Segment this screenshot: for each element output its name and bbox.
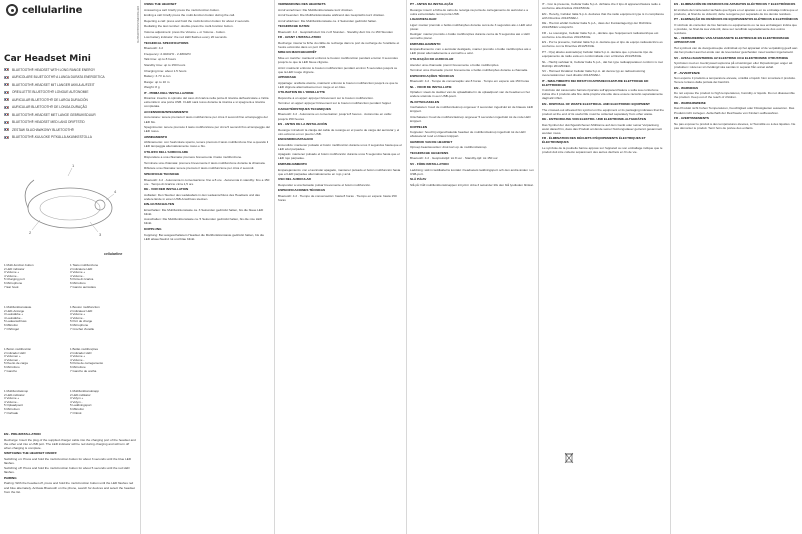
- legend-label: 3 Volume +: [70, 271, 86, 275]
- language-item: [4, 111, 124, 119]
- section-heading: ES - ANTES DE LA INSTALACIÓN: [278, 122, 328, 127]
- language-label: AURICOLARE BLUETOOTH® A LUNGA DURATA ENERGETICA: [12, 75, 105, 80]
- legend-label: 1 Multifunktionsknapp: [70, 390, 100, 393]
- paragraph: Bluetooth: 4.2 · Gesprächszeit: bis zu 8 Stunden · Standby-Zeit: bis zu 150 Stunden: [278, 29, 393, 34]
- paragraph: Accensione: tenere premuto il tasto multifunzione per circa 3 secondi fino al lampeggio del LED blu.: [144, 115, 268, 124]
- legend-label: 6 Mikrofon: [4, 323, 19, 327]
- paragraph: Rispondere a una chiamata: premere brevemente il tasto multifunzione.: [144, 155, 243, 160]
- paragraph: Slå på: håll multifunktionsknappen intryckt i cirka 3 sekunder tills den blå lysdioden blinkar.: [410, 182, 534, 187]
- paragraph: Atender uma chamada: premir brevemente o botão multifunções.: [410, 62, 500, 67]
- legend-label: 1 Multifunctieknop: [4, 390, 29, 393]
- paragraph: El símbolo del contenedor tachado que figura en el aparato o en su embalaje indica que el producto, al final de su vida útil, debe recogerse por separado de los demás residuos.: [674, 7, 798, 16]
- col1-text: [4, 432, 136, 495]
- language-item: [4, 104, 124, 112]
- legend-label: 5 Laddningsport: [70, 404, 92, 408]
- paragraph: Laddning: sätt in laddkabelns kontakt i headsetets laddningsport och den andra änden i en USB-port.: [410, 167, 534, 176]
- column-divider: [538, 0, 539, 534]
- language-item: [4, 66, 124, 74]
- paragraph: Answering a call: briefly press the multi-function button.: [144, 7, 220, 12]
- legend-label: 6 Microfoon: [4, 407, 20, 411]
- section-heading: PAIRING: [4, 475, 17, 480]
- paragraph: Ligar: manter premido o botão multifunções durante cerca de 3 segundos até o LED azul piscar.: [410, 22, 532, 31]
- language-label: BLUETOOTH® HEADSET MED LANG DRIFTSTID: [12, 120, 85, 125]
- paragraph: Frequency: 2.402GHz - 2.480GHz: [144, 51, 191, 56]
- paragraph: Pairing: With the headset off, press and hold the multi-function button until the LED flashes red and blue alternately. Activate Bluetooth on the phone, search for devices and select the headset from the list.: [4, 481, 135, 494]
- language-label: BLUETOOTH®-HEADSET MET LANGE GEBRUIKSDUUR: [12, 112, 96, 117]
- legend-label: 2 Indicateur LED: [70, 309, 93, 313]
- section-heading: UTILIZZO DELL'AURICOLARE: [144, 149, 189, 154]
- language-label: BLUETOOTH® HEADSET WITH LONG RANGE ENERGY: [12, 67, 96, 72]
- legend-label: 2 LED indicator: [4, 267, 25, 271]
- brand-logo: [6, 4, 82, 16]
- section-heading: TECHNICAL SPECIFICATIONS: [144, 40, 189, 45]
- language-item: [4, 134, 124, 142]
- flag-icon: [4, 136, 9, 139]
- section-heading: NL - VERWIJDERING VAN AFGEDANKTE ELEKTRISCHE EN ELEKTRONISCHE APPARATUUR: [674, 36, 790, 45]
- paragraph: Terminer un appel: appuyer brièvement sur le bouton multifonction pendant l'appel.: [278, 101, 392, 106]
- legend-row: [4, 412, 134, 416]
- headset-illustration: [10, 160, 120, 250]
- flag-icon: [4, 91, 9, 94]
- legend-label: 3 Volumen +: [4, 355, 21, 359]
- paragraph: Ne pas exposer le produit à des températures élevées, à l'humidité ou à des liquides. Ne pas démonter le produit. Tenir hors de portée des enfants.: [674, 121, 796, 130]
- section-heading: PT - ANTES DA INSTALAÇÃO: [410, 2, 454, 6]
- section-heading: ES - ELIMINACIÓN DE RESIDUOS DE APARATOS ELÉCTRICOS Y ELECTRÓNICOS: [674, 2, 796, 6]
- legend-label: 7 Gancho: [4, 369, 18, 373]
- legend-label: 7 Gancio auricolare: [70, 285, 97, 289]
- logo-text: cellularline: [22, 4, 83, 16]
- section-heading: FR - ÉLIMINATION DES DÉCHETS D'ÉQUIPEMENTS ÉLECTRIQUES ET ÉLECTRONIQUES: [542, 136, 646, 145]
- legend-label: 2 LED-indicator: [4, 393, 25, 397]
- legend-row: [4, 370, 134, 374]
- section-heading: DE - VOR DER INSTALLATION: [144, 187, 189, 192]
- legend-label: 5 Charging port: [4, 278, 25, 282]
- column-5: [542, 0, 668, 534]
- language-item: [4, 126, 124, 134]
- col4-text: [410, 2, 534, 188]
- legend-label: 1 Botón multifunción: [4, 348, 32, 351]
- paragraph: Encendido: mantener pulsado el botón multifunción durante unos 3 segundos hasta que el LED azul parpadee.: [278, 142, 402, 151]
- paragraph: Low battery indicator: the red LED flashes every 20 seconds.: [144, 35, 228, 40]
- column-6: [674, 0, 800, 534]
- legend-label: 5 Ladeanschluss: [4, 320, 27, 324]
- legend-label: 6 Microfono: [70, 281, 86, 285]
- legend-label: 4 Volume -: [70, 358, 85, 362]
- paragraph: Oproep beantwoorden: druk kort op de multifunctieknop.: [410, 145, 488, 150]
- section-heading: USING THE HEADSET: [144, 2, 177, 6]
- paragraph: Range: up to 10 m: [144, 79, 170, 84]
- paragraph: Desligar: manter premido o botão multifunções durante cerca de 5 segundos até o LED vermelho piscar.: [410, 32, 530, 41]
- paragraph: ES - Por la presente, Cellular Italia S.p.A. declara que el tipo de equipo radioeléctrico es conforme con la Directiva 2014/53/UE.: [542, 40, 663, 49]
- paragraph: Mise en marche: maintenir enfoncé le bouton multifonction pendant environ 3 secondes jusqu'à ce que la LED bleue clignote.: [278, 55, 398, 65]
- section-heading: ACCENSIONE/SPEGNIMENTO: [144, 109, 189, 114]
- section-heading: SV - AVFALLSHANTERING AV ELEKTRISK OCH ELEKTRONISK UTRUSTNING: [674, 55, 789, 60]
- flag-icon: [4, 68, 9, 71]
- language-item: [4, 96, 124, 104]
- legend-label: 1 Multi-function button: [4, 264, 34, 267]
- legend-label: 5 Port de charge: [70, 320, 93, 324]
- section-heading: GEBRUIK VAN DE HEADSET: [410, 139, 453, 144]
- section-heading: USO DEL AURICULAR: [278, 177, 311, 182]
- column-divider: [670, 0, 671, 534]
- section-heading: SWITCHING THE HEADSET ON/OFF: [4, 451, 57, 456]
- legend-label: 4 Lautstärke -: [4, 316, 23, 320]
- legend-label: 2 LED-indikator: [70, 393, 91, 397]
- flag-icon: [4, 128, 9, 131]
- col1-heading: EN - PRE-INSTALLATION: [4, 432, 41, 436]
- legend-label: 4 Volume -: [70, 274, 85, 278]
- legend-label: 3 Lautstärke +: [4, 313, 24, 317]
- section-heading: ESPECIFICACIONES TÉCNICAS: [278, 188, 326, 193]
- legend-block: [4, 390, 134, 415]
- paragraph: Anruf annehmen: Die Multifunktionstaste kurz drücken.: [278, 7, 354, 12]
- legend-label: 6 Microphone: [70, 323, 89, 327]
- paragraph: Rejecting a call: press and hold the multi-function button for about 2 seconds.: [144, 18, 250, 23]
- paragraph: Le symbole de la poubelle barrée apposé sur l'appareil ou son emballage indique que le produit doit être collecté séparément des autres déchets en fin de vie.: [542, 145, 663, 154]
- logo-mark-icon: [6, 4, 18, 16]
- legend-label: 3 Volume +: [4, 271, 20, 275]
- legend-label: 2 Indicatore LED: [70, 267, 93, 271]
- paragraph: Non esporre il prodotto a temperature elevate, umidità o liquidi. Non smontare il prodotto. Tenere lontano dalla portata dei bambini.: [674, 76, 796, 85]
- paragraph: Talk time: up to 8 hours: [144, 57, 176, 62]
- legend-label: 2 Indicador LED: [4, 351, 26, 355]
- paragraph: Einschalten: Die Multifunktionstaste ca. 3 Sekunden gedrückt halten, bis die blaue LED blinkt.: [144, 207, 264, 216]
- language-item: [4, 81, 124, 89]
- section-heading: APPAIRAGE: [278, 75, 297, 80]
- paragraph: Aufladen: Den Stecker des Ladekabels in den Ladeanschluss des Headsets und das andere Ende in einen USB-Anschluss stecken.: [144, 192, 260, 201]
- section-heading: SPECIFICHE TECNICHE: [144, 172, 180, 176]
- section-heading: DE - ENTSORGUNG VON ELEKTRO- UND ELEKTRONIK-ALTGERÄTEN: [542, 117, 646, 122]
- paragraph: Recharge: insérer la fiche du câble de recharge dans le port de recharge de l'oreillette et l'autre extrémité dans un port USB.: [278, 40, 400, 49]
- paragraph: Charging time: about 1.5 hours: [144, 68, 187, 73]
- paragraph: Spegnimento: tenere premuto il tasto multifunzione per circa 5 secondi fino al lampeggio del LED rosso.: [144, 125, 270, 134]
- legend-label: 7 Ohrbügel: [4, 327, 19, 331]
- paragraph: Weight: 8 g: [144, 85, 160, 90]
- legend-label: 1 Bouton multifonction: [70, 306, 100, 309]
- svg-text:3: 3: [99, 232, 102, 237]
- crossed-bin-icon: [564, 452, 574, 464]
- paragraph: Switching off: Press and hold the multi-function button for about 5 seconds until the red LED flashes.: [4, 466, 130, 475]
- section-heading: IT - PRIMA DELL'INSTALLAZIONE: [144, 90, 194, 95]
- paragraph: Il simbolo del cassonetto barrato riportato sull'apparecchiatura o sulla sua confezione indica che il prodotto alla fine della propria vita utile deve essere raccolto separatamente dagli altri rifiuti.: [542, 88, 663, 101]
- paragraph: Anruf ablehnen: Die Multifunktionstaste ca. 2 Sekunden gedrückt halten.: [278, 18, 378, 23]
- paragraph: SV - Härmed försäkrar Cellular Italia S.p.A. att denna typ av radioutrustning överensstämmer med direktiv 2014/53/EU.: [542, 69, 646, 78]
- paragraph: Bluetooth: 4.2 · Gesprekstijd: tot 8 uur · Standby-tijd: tot 150 uur: [410, 156, 498, 161]
- legend-label: 5 Oplaadpoort: [4, 404, 24, 408]
- language-item: [4, 89, 124, 97]
- paragraph: Responder a una llamada: pulsar brevemente el botón multifunción.: [278, 182, 371, 187]
- paragraph: Abbinamento: con l'auricolare spento, tenere premuto il tasto multifunzione fino a quando il LED lampeggia alternativamente rosso e blu.: [144, 140, 269, 149]
- paragraph: Bluetooth: 4.2 · Autonomie en conversation: jusqu'à 8 heures · Autonomie en veille: jusqu'à 150 heures: [278, 112, 392, 121]
- column-divider: [274, 0, 275, 534]
- legend-block: [4, 264, 134, 289]
- paragraph: Das Symbol der durchgestrichenen Mülltonne auf dem Gerät oder seiner Verpackung weist darauf hin, dass das Produkt am Ende seiner Nutzungsdauer getrennt gesammelt werden muss.: [542, 122, 662, 135]
- paragraph: Répondre à un appel: appuyer brièvement sur le bouton multifonction.: [278, 95, 374, 100]
- section-heading: PT - ELIMINAÇÃO DE RESÍDUOS DE EQUIPAMENTOS ELÉTRICOS E ELETRÓNICOS: [674, 17, 798, 22]
- section-heading: KOPPELEN: [410, 124, 428, 129]
- legend-label: 3 Volume +: [4, 397, 20, 401]
- language-label: ZESTAW SŁUCHAWKOWY BLUETOOTH®: [12, 127, 74, 132]
- column-4: [410, 0, 536, 534]
- legend-label: 5 Porta di ricarica: [70, 278, 94, 282]
- section-heading: ENCENDIDO/APAGADO: [278, 137, 314, 142]
- paragraph: DE - Hiermit erklärt Cellular Italia S.p.A., dass der Funkanlagentyp der Richtlinie 2014/53/EU entspricht.: [542, 21, 652, 30]
- flag-icon: [4, 106, 9, 109]
- legend-label: 4 Volume -: [4, 400, 19, 404]
- section-heading: ESPECIFICAÇÕES TÉCNICAS: [410, 73, 455, 78]
- section-heading: EMPAREJAMIENTO: [278, 161, 307, 166]
- language-label: BLUETOOTH®-HEADSET MIT LANGER AKKULAUFZEIT: [12, 82, 95, 87]
- paragraph: Ending a call: briefly press the multi-function button during the call.: [144, 13, 235, 18]
- paragraph: Anruf beenden: Die Multifunktionstaste während des Gesprächs kurz drücken.: [278, 13, 385, 18]
- section-heading: UTILISATION DE L'OREILLETTE: [278, 90, 326, 95]
- column-divider: [406, 0, 407, 534]
- paragraph: The crossed-out wheeled bin symbol on the equipment or its packaging indicates that the product at the end of its useful life must be collected separately from other waste.: [542, 107, 664, 116]
- section-heading: TECHNISCHE DATEN: [278, 24, 310, 29]
- paragraph: Bluetooth: 4.2 · Tiempo de conversación: hasta 8 horas · Tiempo en espera: hasta 150 horas: [278, 193, 397, 202]
- paragraph: PT - O(a) abaixo assinado(a) Cellular Italia S.p.A. declara que o presente tipo de equipamento de rádio está em conformidade com a Diretiva 2014/53/UE.: [542, 49, 653, 59]
- section-heading: VERWENDUNG DES HEADSETS: [278, 2, 326, 6]
- paragraph: Recarga: inserir a ficha do cabo de recarga na porta de carregamento do auricular e a outra extremidade numa porta USB.: [410, 7, 528, 16]
- paragraph: Do not expose the product to high temperatures, humidity or liquids. Do not disassemble the product. Keep out of the reach of children.: [674, 91, 795, 100]
- svg-text:2: 2: [29, 230, 32, 235]
- legend-label: 2 LED-Anzeige: [4, 309, 25, 313]
- col6-text: [674, 2, 798, 131]
- legend-label: 5 Porta de carregamento: [70, 362, 104, 366]
- language-item: [4, 74, 124, 82]
- section-heading: NL - VOOR DE INSTALLATIE: [410, 84, 452, 89]
- legend-block: [4, 306, 134, 331]
- paragraph: Das Produkt nicht hohen Temperaturen, Feuchtigkeit oder Flüssigkeiten aussetzen. Das Produkt nicht zerlegen. Außerhalb der Reichweite von Kindern aufbewahren.: [674, 106, 795, 115]
- language-label: AURICULAR BLUETOOTH® DE LONGA DURAÇÃO: [12, 105, 88, 110]
- paragraph: FR - Le soussigné, Cellular Italia S.p.A., déclare que l'équipement radioélectrique est conforme à la directive 2014/53/UE.: [542, 30, 659, 39]
- column-3: [278, 0, 404, 534]
- paragraph: Arrêt: maintenir enfoncé le bouton multifonction pendant environ 5 secondes jusqu'à ce que la LED rouge clignote.: [278, 65, 398, 74]
- paragraph: Ricarica: inserire lo spinotto del cavo di ricarica nella porta di ricarica dell'auricolare e l'altra estremità in una porta USB. Il LED sarà rosso durante la ricarica e si spegnerà a ricarica completata.: [144, 96, 269, 109]
- flag-icon: [4, 121, 9, 124]
- section-heading: IT - AVVERTENZE: [674, 70, 700, 75]
- flag-icon: [4, 83, 9, 86]
- paragraph: Bluetooth: 4.2 · Autonomia in conversazione: fino a 8 ore · Autonomia in standby: fino a 150 ore · Tempo di ricarica: circa 1,5 ore: [144, 177, 270, 186]
- legend-label: 1 Tasto multifunzione: [70, 264, 99, 267]
- legend-label: 3 Volym +: [70, 397, 84, 401]
- paragraph: Redialing the last number: double-press the multi-function button.: [144, 24, 234, 29]
- paragraph: Emparejamiento: con el auricular apagado, mantener pulsado el botón multifunción hasta que el LED parpadee alternativamente en rojo y azul.: [278, 167, 401, 176]
- illustration-label: cellularline: [104, 252, 123, 256]
- column-2: [144, 0, 272, 534]
- paragraph: NL - Hierbij verklaar ik, Cellular Italia S.p.A., dat het type radioapparatuur conform is met Richtlijn 2014/53/EU.: [542, 59, 663, 68]
- legend-label: 4 Volym -: [70, 400, 83, 404]
- legend-label: 1 Botão multifunções: [70, 348, 99, 351]
- paragraph: Apagado: mantener pulsado el botón multifunción durante unos 5 segundos hasta que el LED rojo parpadee.: [278, 152, 400, 161]
- paragraph: Ausschalten: Die Multifunktionstaste ca. 5 Sekunden gedrückt halten, bis die rote LED blinkt.: [144, 217, 262, 226]
- product-title: Car Headset Mini: [4, 54, 91, 64]
- legend-label: 4 Volumen -: [4, 358, 21, 362]
- section-heading: FR - AVERTISSEMENTS: [674, 116, 709, 121]
- section-heading: EIN-/AUSSCHALTEN: [144, 202, 175, 207]
- product-code: CBTKCOBCARHEADSETK: [136, 6, 140, 44]
- legend-block: [4, 348, 134, 373]
- paragraph: Battery: 3.7V Li-Ion: [144, 74, 171, 79]
- paragraph: Opladen: steek de stekker van de oplaadkabel in de oplaadpoort van de headset en het andere uiteinde in een USB-poort.: [410, 90, 530, 99]
- legend-label: 6 Micrófono: [4, 365, 20, 369]
- legend-label: 7 Crochet d'oreille: [70, 327, 95, 331]
- column-divider: [140, 0, 141, 534]
- legend-label: 3 Volume +: [70, 313, 86, 317]
- section-heading: FR - AVANT L'INSTALLATION: [278, 35, 321, 40]
- paragraph: Terminar uma chamada: premir brevemente o botão multifunções durante a chamada.: [410, 68, 528, 73]
- col2-text: [144, 2, 270, 242]
- paragraph: Inschakelen: houd de multifunctieknop ongeveer 3 seconden ingedrukt tot de blauwe LED knippert.: [410, 105, 533, 114]
- cover-column: [0, 0, 140, 534]
- language-list: [4, 66, 124, 141]
- section-heading: SLÅ PÅ/AV: [410, 177, 427, 182]
- section-heading: IN-/UITSCHAKELEN: [410, 99, 440, 104]
- paragraph: Bluetooth: 4.2: [144, 46, 164, 51]
- legend-label: 2 Indicador LED: [70, 351, 92, 355]
- legend-row: [4, 328, 134, 332]
- legend-label: 4 Volume -: [70, 316, 85, 320]
- section-heading: IT - SMALTIMENTO DEI RIFIUTI DI APPARECCHIATURE ELETTRICHE ED ELETTRONICHE: [542, 78, 649, 87]
- section-heading: EN - WARNINGS: [674, 85, 699, 90]
- paragraph: Kopplung: Bei ausgeschaltetem Headset die Multifunktionstaste gedrückt halten, bis die LED abwechselnd rot und blau blinkt.: [144, 232, 265, 241]
- legend-label: 3 Volume +: [70, 355, 86, 359]
- section-heading: EMPARELHAMENTO: [410, 41, 441, 46]
- legend-row: [4, 286, 134, 290]
- legend-label: 7 Ear hook: [4, 285, 19, 289]
- col5-text: [542, 2, 666, 156]
- language-label: OREILLETTE BLUETOOTH® LONGUE AUTONOMIE: [12, 90, 89, 95]
- section-heading: KOPPLUNG: [144, 227, 162, 232]
- paragraph: EN - Hereby, Cellular Italia S.p.A. declares that the radio equipment type is in compliance with Directive 2014/53/EU.: [542, 11, 665, 20]
- paragraph: Uitschakelen: houd de multifunctieknop ongeveer 5 seconden ingedrukt tot de rode LED knippert.: [410, 115, 531, 124]
- paragraph: Standby time: up to 150 hours: [144, 63, 186, 68]
- legend-label: 6 Mikrofon: [70, 407, 85, 411]
- paragraph: Koppelen: houd bij uitgeschakelde headset de multifunctieknop ingedrukt tot de LED afwisselend rood en blauw knippert.: [410, 130, 526, 139]
- section-heading: TECHNISCHE GEGEVENS: [410, 150, 449, 155]
- paragraph: Terminare una chiamata: premere brevemente il tasto multifunzione durante la chiamata.: [144, 160, 266, 165]
- paragraph: Rifiutare una chiamata: tenere premuto il tasto multifunzione per circa 2 secondi.: [144, 166, 255, 171]
- svg-text:1: 1: [72, 163, 75, 168]
- flag-icon: [4, 76, 9, 79]
- paragraph: Emparelhamento: com o auricular desligado, manter premido o botão multifunções até o LED piscar alternadamente a vermelho e azul.: [410, 47, 532, 56]
- language-label: BLUETOOTH®-KUULOKE PITKÄLLÄ AKUNKESTOLLA: [12, 135, 92, 140]
- paragraph: Het symbool van de doorgestreepte vuilnisbak op het apparaat of de verpakking geeft aan dat het product aan het einde van de levensduur gescheiden moet worden ingezameld.: [674, 45, 798, 54]
- section-heading: MISE EN MARCHE/ARRÊT: [278, 50, 317, 55]
- section-heading: CARACTÉRISTIQUES TECHNIQUES: [278, 106, 331, 111]
- section-heading: LIGAR/DESLIGAR: [410, 17, 437, 22]
- paragraph: Recarga: introducir la clavija del cable de recarga en el puerto de carga del auricular y el otro extremo en un puerto USB.: [278, 127, 400, 136]
- paragraph: Appairage: oreillette éteinte, maintenir enfoncé le bouton multifonction jusqu'à ce que la LED clignote alternativement en rouge et en bleu.: [278, 80, 398, 89]
- legend-label: 7 Örkrok: [70, 411, 82, 415]
- paragraph: IT - Con la presente, Cellular Italia S.p.A. dichiara che il tipo di apparecchiatura radio è conforme alla direttiva 2014/53/UE.: [542, 2, 661, 11]
- paragraph: O símbolo do contentor de lixo barrado no equipamento ou na sua embalagem indica que o produto, no final da sua vida útil, deve ser recolhido separadamente dos outros resíduos.: [674, 22, 797, 35]
- svg-text:4: 4: [114, 189, 117, 194]
- legend-label: 6 Microfone: [70, 365, 86, 369]
- legend-label: 4 Volume -: [4, 274, 19, 278]
- legend-label: 7 Oorhaak: [4, 411, 19, 415]
- paragraph: Switching on: Press and hold the multi-function button for about 3 seconds until the blue LED flashes.: [4, 456, 132, 465]
- language-item: [4, 119, 124, 127]
- flag-icon: [4, 98, 9, 101]
- section-heading: UTILIZAÇÃO DO AURICULAR: [410, 57, 454, 62]
- col3-text: [278, 2, 402, 203]
- paragraph: Bluetooth: 4.2 · Tempo de conversação: até 8 horas · Tempo em espera: até 150 horas: [410, 79, 530, 84]
- legend-label: 6 Microphone: [4, 281, 23, 285]
- flag-icon: [4, 113, 9, 116]
- section-heading: DE - WARNHINWEISE: [674, 100, 706, 105]
- paragraph: Symbolen med en överkryssad soptunna på utrustningen eller förpackningen anger att produkten i slutet av sin livslängd ska samlas in separat från annat avfall.: [674, 61, 793, 70]
- legend-label: 5 Puerto de carga: [4, 362, 28, 366]
- section-heading: ABBINAMENTO: [144, 134, 168, 139]
- section-heading: SV - FÖRE INSTALLATION: [410, 161, 449, 166]
- legend-label: 7 Gancho de orelha: [70, 369, 97, 373]
- legend-label: 1 Multifunktionstaste: [4, 306, 32, 309]
- paragraph: Volume adjustment: press the Volume + or Volume - button.: [144, 29, 226, 34]
- language-label: AURICULAR BLUETOOTH® DE LARGA DURACIÓN: [12, 97, 88, 102]
- paragraph: Recharge: Insert the plug of the supplied charger cable into the charging port of the headset and the other end into a USB port. The LED indicator will be red during charging and will turn off when charging is complete.: [4, 437, 136, 450]
- section-heading: EN - DISPOSAL OF WASTE ELECTRICAL AND ELECTRONIC EQUIPMENT: [542, 101, 650, 106]
